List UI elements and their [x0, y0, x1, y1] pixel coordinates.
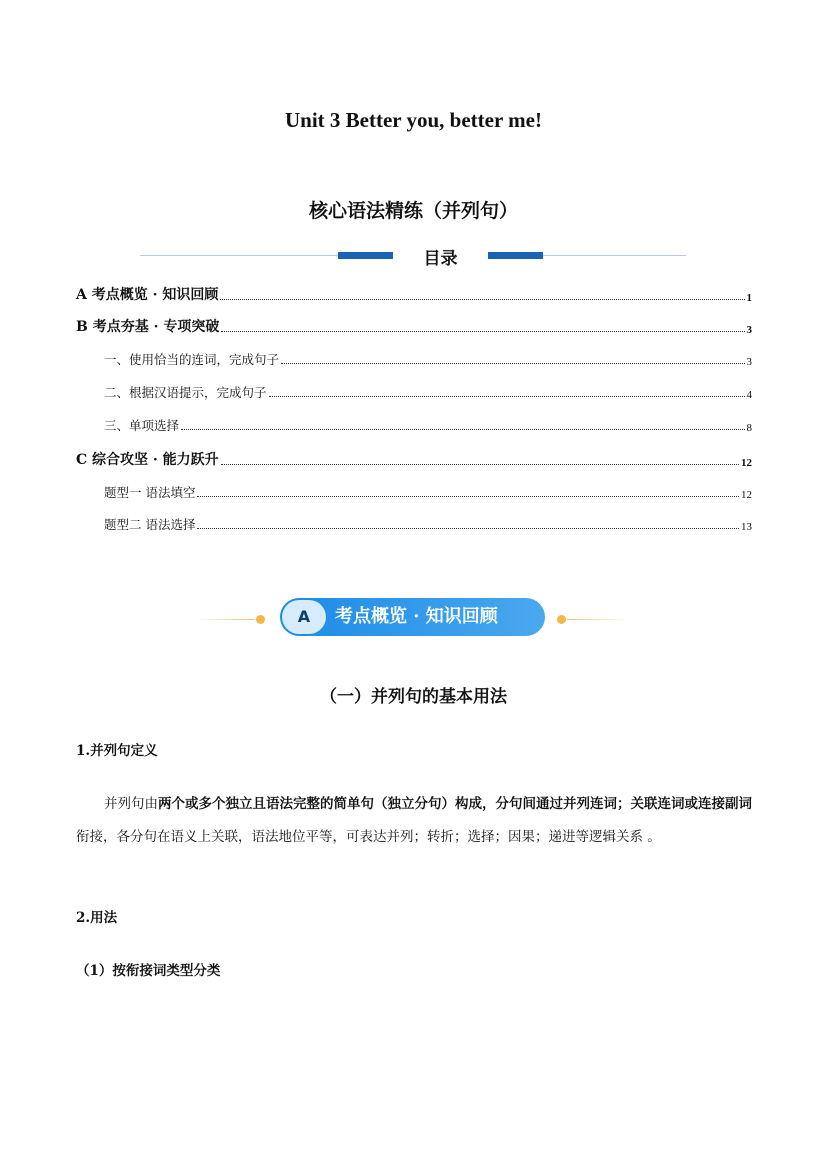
- toc-entry-text: 二、根据汉语提示，完成句子: [104, 385, 267, 400]
- toc-label: 目录: [393, 244, 488, 269]
- toc-entry-text: 三、单项选择: [104, 418, 180, 433]
- definition-paragraph: [76, 788, 756, 854]
- toc-page-number: 8: [746, 422, 752, 434]
- toc-entry-b3[interactable]: [104, 416, 752, 434]
- banner-title: 考点概览 · 知识回顾: [335, 606, 498, 627]
- toc-entry-text: A 考点概览 · 知识回顾: [76, 287, 219, 303]
- toc-page-number: 12: [741, 489, 752, 501]
- toc-entry-text: 题型一 语法填空: [104, 485, 196, 500]
- toc-leader: [197, 496, 739, 497]
- para-text-2: 衔接，各分句在语义上关联，语法地位平等，可表达并列；转折；选择；因果；递进等逻辑关系 。: [76, 829, 661, 845]
- banner-dot-right: [557, 615, 566, 624]
- toc-entry-c[interactable]: [76, 449, 752, 469]
- toc-leader: [197, 528, 739, 529]
- toc-entry-a[interactable]: [76, 284, 752, 304]
- section-title: （一）并列句的基本用法: [320, 687, 507, 707]
- toc-entry-text: C 综合攻坚 · 能力跃升: [76, 452, 219, 468]
- toc-entry-c2[interactable]: [104, 515, 752, 533]
- heading-definition: 1.并列句定义: [76, 743, 158, 759]
- toc-page-number: 4: [746, 389, 752, 401]
- toc-leader: [221, 331, 744, 332]
- banner-dot-left: [256, 615, 265, 624]
- para-bold-text: 两个或多个独立且语法完整的简单句（独立分句）构成，分句间通过并列连词；关联连词或连接副词: [158, 796, 752, 812]
- toc-leader: [269, 396, 745, 397]
- toc-page-number: 3: [746, 356, 752, 368]
- banner-badge: A: [282, 600, 326, 634]
- toc-leader: [181, 429, 744, 430]
- toc-leader: [220, 299, 744, 300]
- heading-classification: （1）按衔接词类型分类: [76, 963, 221, 979]
- para-text-1: 并列句由: [104, 796, 158, 812]
- toc-entry-text: 一、使用恰当的连词，完成句子: [104, 352, 280, 367]
- toc-header: [140, 244, 686, 269]
- toc-bar-left: [338, 252, 393, 259]
- toc-page-number: 3: [746, 324, 752, 336]
- toc-page-number: 12: [741, 457, 752, 469]
- section-banner: [195, 595, 635, 639]
- unit-title: Unit 3 Better you, better me!: [285, 108, 542, 132]
- toc-leader: [281, 363, 744, 364]
- toc-entry-b2[interactable]: [104, 383, 752, 401]
- toc-entry-text: 题型二 语法选择: [104, 517, 196, 532]
- banner-line-left: [195, 619, 255, 620]
- toc-leader: [221, 464, 739, 465]
- toc-entry-c1[interactable]: [104, 483, 752, 501]
- toc-page-number: 1: [746, 292, 752, 304]
- heading-usage: 2.用法: [76, 910, 118, 926]
- toc-entry-b1[interactable]: [104, 350, 752, 368]
- toc-entry-text: B 考点夯基 · 专项突破: [76, 319, 220, 335]
- document-subtitle: 核心语法精练（并列句）: [308, 200, 518, 222]
- toc-entry-b[interactable]: [76, 316, 752, 336]
- toc-page-number: 13: [741, 521, 752, 533]
- toc-bar-right: [488, 252, 543, 259]
- banner-line-right: [567, 619, 627, 620]
